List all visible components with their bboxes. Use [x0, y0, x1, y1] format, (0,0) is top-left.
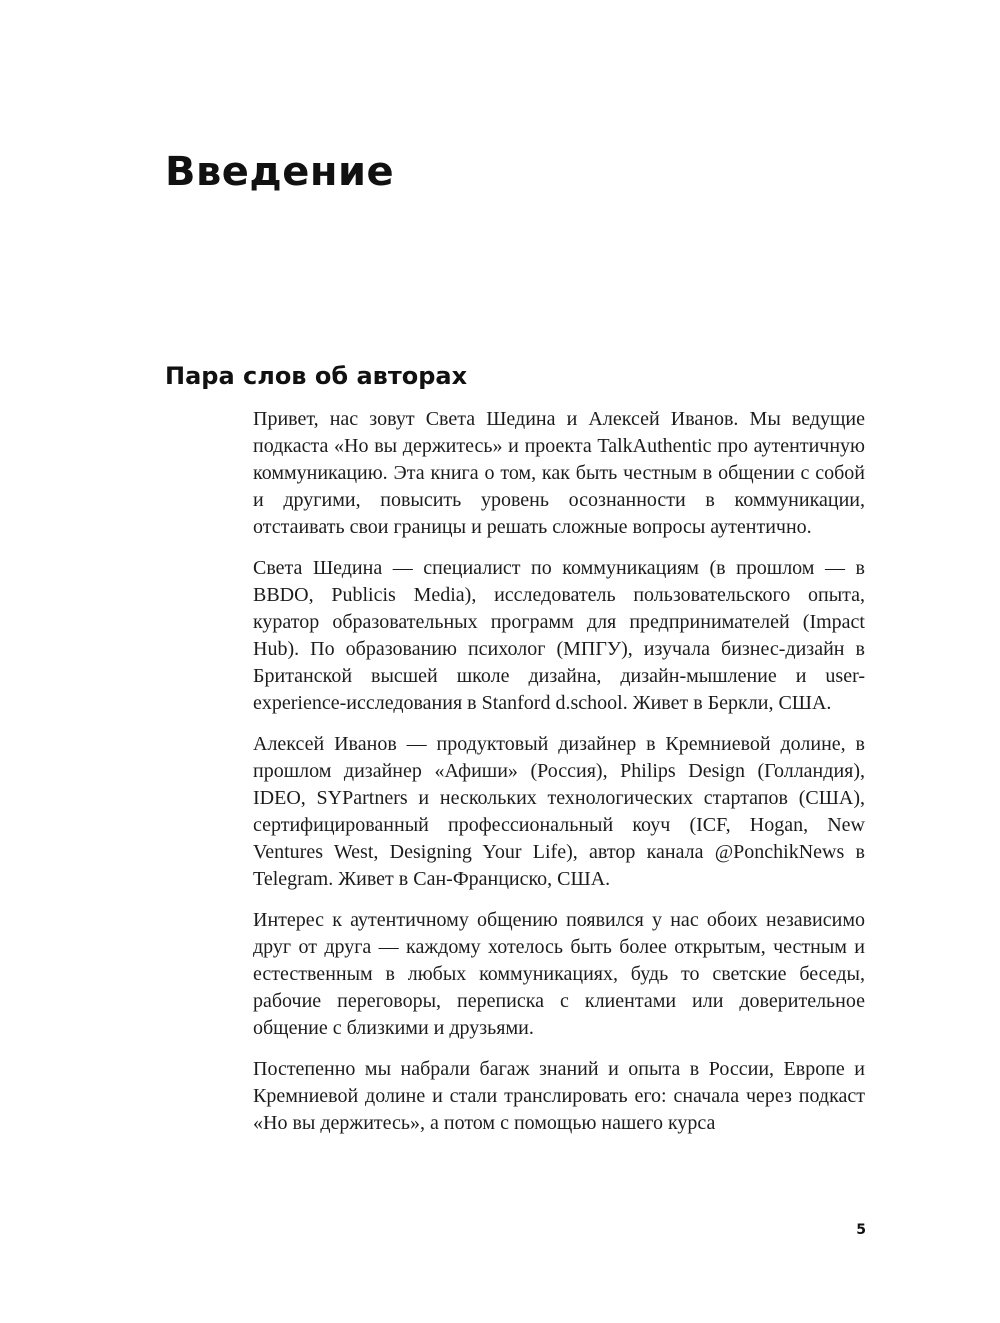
paragraph-experience: Постепенно мы набрали багаж знаний и опыта в России, Европе и Кремниевой долине и стали транслировать его: сначала через подкаст «Но вы держитесь», а потом с помощью нашего курса [253, 1058, 865, 1134]
paragraph-alexey-bio: Алексей Иванов — продуктовый дизайнер в Кремниевой долине, в прошлом дизайнер «Афиши» (Россия), Philips Design (Голландия), IDEO, SYPartners и нескольких технологических стартапов (США), сертифицированный профессиональный коуч (ICF, Hogan, New Ventures West, Designing Your Life), автор канала @PonchikNews в Telegram. Живет в Сан-Франциско, США. [253, 733, 865, 890]
paragraph-sveta-bio: Света Шедина — специалист по коммуникациям (в прошлом — в BBDO, Publicis Media), исследователь пользовательского опыта, куратор образовательных программ для предпринимателей (Impact Hub). По образованию психолог (МПГУ), изучала бизнес-дизайн в Британской высшей школе дизайна, дизайн-мышление и user-experience-исследования в Stanford d.school. Живет в Беркли, США. [253, 557, 865, 714]
section-title: Пара слов об авторах [165, 362, 468, 390]
body-text [253, 406, 865, 1151]
chapter-title: Введение [165, 149, 395, 195]
page-number: 5 [856, 1222, 866, 1238]
paragraph-intro: Привет, нас зовут Света Шедина и Алексей Иванов. Мы ведущие подкаста «Но вы держитесь» и проекта TalkAuthentic про аутентичную коммуникацию. Эта книга о том, как быть честным в общении с собой и другими, повысить уровень осознанности в коммуникации, отстаивать свои границы и решать сложные вопросы аутентично. [253, 408, 865, 538]
paragraph-interest: Интерес к аутентичному общению появился у нас обоих независимо друг от друга — каждому хотелось быть более открытым, честным и естественным в любых коммуникациях, будь то светские беседы, рабочие переговоры, переписка с клиентами или доверительное общение с близкими и друзьями. [253, 909, 865, 1039]
